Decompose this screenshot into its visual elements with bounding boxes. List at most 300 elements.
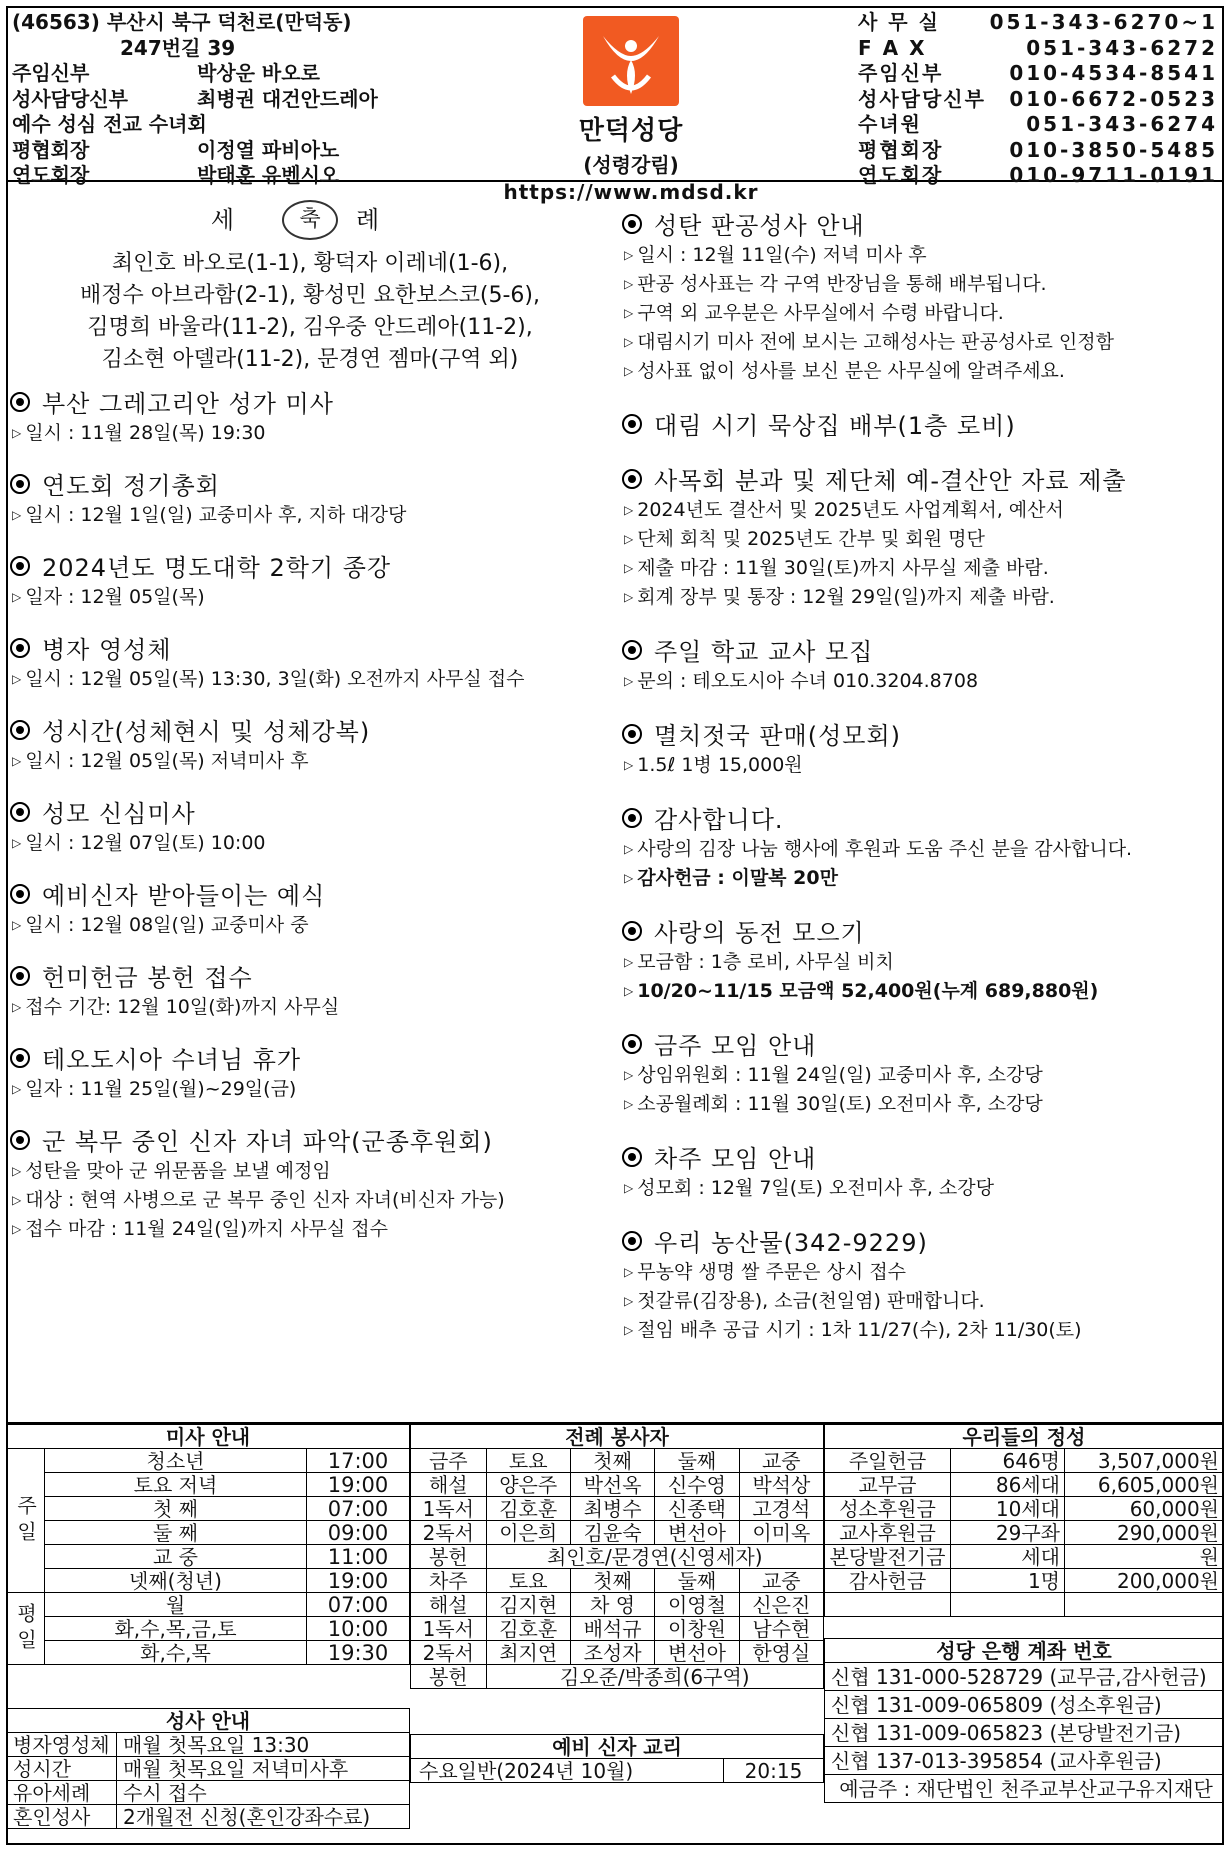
notice-title-text: 예비신자 받아들이는 예식: [42, 882, 326, 910]
table-header-row: [411, 1425, 824, 1449]
staff-list: [12, 61, 482, 189]
staff-role: 평협회장: [12, 137, 90, 162]
sunday-label: 주일: [7, 1449, 45, 1593]
notice-line: [622, 1258, 1222, 1287]
notice-line: [622, 1061, 1222, 1090]
triangle-icon: ▷: [12, 1082, 22, 1096]
mass-time: 19:00: [307, 1569, 410, 1593]
notice-section: [622, 1026, 1222, 1119]
staff-name: 이정열 파비아노: [197, 137, 340, 162]
bullet-icon: [622, 1231, 642, 1251]
notice-line-text: 젓갈류(김장용), 소금(천일염) 판매합니다.: [637, 1290, 985, 1312]
notice-title: [10, 794, 610, 829]
dove-flame-icon: [583, 16, 679, 106]
bullet-icon: [622, 808, 642, 828]
offering-count: 29구좌: [951, 1521, 1065, 1545]
staff-row: [12, 112, 482, 138]
church-subtitle: (성령강림): [583, 153, 679, 177]
offering-amount: 3,507,000원: [1065, 1449, 1224, 1473]
celebration-title-right: 례: [356, 206, 410, 234]
bullet-icon: [10, 1130, 30, 1150]
mass-time: 19:00: [307, 1473, 410, 1497]
notice-line: [622, 525, 1222, 554]
triangle-icon: ▷: [624, 674, 634, 688]
notice-line: [622, 1316, 1222, 1345]
notice-line: [10, 993, 610, 1022]
mass-time: 11:00: [307, 1545, 410, 1569]
service-person: 양은주: [486, 1473, 570, 1497]
contact-row: [858, 87, 1228, 113]
service-person: 변선아: [655, 1641, 739, 1665]
triangle-icon: ▷: [624, 1294, 634, 1308]
notice-section: [10, 384, 610, 448]
notice-title-text: 병자 영성체: [42, 636, 172, 664]
staff-role: 예수 성심 전교 수녀회: [12, 112, 207, 136]
notice-title: [622, 913, 1222, 948]
offering-amount: [1065, 1593, 1224, 1617]
staff-name: 최병권 대건안드레아: [197, 86, 378, 111]
service-title: 전례 봉사자: [411, 1425, 824, 1449]
triangle-icon: ▷: [12, 426, 22, 440]
sacrament-row: [7, 1781, 410, 1805]
notice-title-text: 주일 학교 교사 모집: [654, 638, 874, 666]
catechism-time: 20:15: [724, 1759, 824, 1783]
triangle-icon: ▷: [12, 590, 22, 604]
celebration-title-left: 세: [210, 206, 264, 234]
mass-name: 교 중: [45, 1545, 307, 1569]
notice-line-text: 1.5ℓ 1병 15,000원: [637, 754, 803, 776]
service-person: 김지현: [486, 1593, 570, 1617]
table-header-row: [825, 1425, 1224, 1449]
church-name: 만덕성당: [578, 116, 684, 146]
notice-section: [10, 1040, 610, 1104]
triangle-icon: ▷: [624, 335, 634, 349]
service-person: 배석규: [570, 1617, 654, 1641]
notice-line: [622, 948, 1222, 977]
celebration-line: 배정수 아브라함(2-1), 황성민 요한보스코(5-6),: [80, 283, 540, 308]
notice-line: [10, 1157, 610, 1186]
contact-list: [858, 10, 1228, 189]
triangle-icon: ▷: [12, 918, 22, 932]
catechism-row: [411, 1759, 824, 1783]
notice-line-text: 일시 : 12월 05일(목) 13:30, 3일(화) 오전까지 사무실 접수: [25, 668, 525, 690]
offering-row: [825, 1569, 1224, 1593]
staff-role: 주임신부: [12, 61, 90, 85]
offering-row: [825, 1473, 1224, 1497]
triangle-icon: ▷: [624, 842, 634, 856]
staff-row: [12, 87, 482, 113]
sacrament-schedule: 2개월전 신청(혼인강좌수료): [117, 1805, 410, 1829]
bullet-icon: [622, 1147, 642, 1167]
bullet-icon: [622, 1034, 642, 1054]
notice-line: [622, 583, 1222, 612]
bullet-icon: [622, 640, 642, 660]
notice-title: [10, 1122, 610, 1157]
notice-title-text: 헌미헌금 봉헌 접수: [42, 964, 253, 992]
mass-name: 넷째(청년): [45, 1569, 307, 1593]
service-row: [411, 1473, 824, 1497]
notice-line-text: 일시 : 12월 07일(토) 10:00: [25, 832, 266, 854]
staff-role: 성사담당신부: [12, 86, 128, 111]
notice-title: [622, 206, 1222, 241]
contact-label: 성사담당신부: [858, 86, 986, 111]
offering-name: 본당발전기금: [825, 1545, 951, 1569]
offerings-title: 우리들의 정성: [825, 1425, 1224, 1449]
header-center: [486, 10, 776, 204]
notice-line-text: 일시 : 11월 28일(목) 19:30: [25, 422, 266, 444]
mass-row: [7, 1593, 410, 1617]
mass-time: 07:00: [307, 1497, 410, 1521]
bullet-icon: [10, 556, 30, 576]
catechism-day: 수요일반(2024년 10월): [411, 1759, 724, 1783]
staff-name: 박상운 바오로: [197, 61, 320, 85]
notice-section: [622, 406, 1222, 441]
notice-section: [622, 1223, 1222, 1345]
offering-name: [825, 1593, 951, 1617]
triangle-icon: ▷: [624, 248, 634, 262]
service-row: [411, 1665, 824, 1689]
triangle-icon: ▷: [624, 364, 634, 378]
bullet-icon: [622, 414, 642, 434]
notice-title-text: 성시간(성체현시 및 성체강복): [42, 718, 371, 746]
notice-line-text: 판공 성사표는 각 구역 반장님을 통해 배부됩니다.: [637, 273, 1047, 295]
table-header-row: [825, 1639, 1224, 1663]
triangle-icon: ▷: [624, 1097, 634, 1111]
triangle-icon: ▷: [624, 503, 634, 517]
offering-count: 세대: [951, 1545, 1065, 1569]
notice-line-text: 성탄을 맞아 군 위문품을 보낼 예정임: [25, 1160, 331, 1182]
notice-title-text: 성탄 판공성사 안내: [654, 212, 865, 240]
notice-line: [622, 751, 1222, 780]
mass-name: 월: [45, 1593, 307, 1617]
staff-row: [12, 61, 482, 87]
notice-section: [10, 712, 610, 776]
notice-title: [10, 712, 610, 747]
mass-time: 09:00: [307, 1521, 410, 1545]
notice-line-text: 2024년도 결산서 및 2025년도 사업계획서, 예산서: [637, 499, 1064, 521]
celebration-title-mark: 축: [282, 200, 338, 240]
bullet-icon: [10, 638, 30, 658]
notice-title-text: 부산 그레고리안 성가 미사: [42, 390, 334, 418]
notice-line-text: 접수 마감 : 11월 24일(일)까지 사무실 접수: [25, 1218, 389, 1240]
notice-line: [10, 665, 610, 694]
bank-accounts-table: [824, 1638, 1224, 1803]
triangle-icon: ▷: [624, 277, 634, 291]
offering-count: 10세대: [951, 1497, 1065, 1521]
triangle-icon: ▷: [624, 758, 634, 772]
service-header-cell: 교중: [739, 1569, 823, 1593]
table-header-row: [411, 1735, 824, 1759]
service-header-row: [411, 1569, 824, 1593]
bullet-icon: [622, 921, 642, 941]
bullet-icon: [10, 966, 30, 986]
offering-name: 교무금: [825, 1473, 951, 1497]
contact-number: 010-4534-8541: [1009, 61, 1218, 85]
contact-label: 수녀원: [858, 112, 922, 136]
liturgy-servers-table: [410, 1424, 824, 1689]
notice-title: [622, 632, 1222, 667]
service-person: 박석상: [739, 1473, 823, 1497]
celebration-box: [10, 200, 610, 376]
service-person: 이영철: [655, 1593, 739, 1617]
triangle-icon: ▷: [624, 1068, 634, 1082]
bullet-icon: [10, 1048, 30, 1068]
bank-account: 신협 131-000-528729 (교무금,감사헌금): [825, 1663, 1224, 1691]
contact-row: [858, 36, 1228, 62]
service-person: 한영실: [739, 1641, 823, 1665]
notice-title: [10, 630, 610, 665]
service-header-cell: 첫째: [570, 1569, 654, 1593]
address-line-2: 247번길 39: [120, 35, 236, 60]
offering-amount: 60,000원: [1065, 1497, 1224, 1521]
contact-number: 051-343-6274: [1026, 112, 1218, 136]
sacrament-name: 유아세례: [7, 1781, 117, 1805]
offering-amount: 6,605,000원: [1065, 1473, 1224, 1497]
notice-line: [10, 583, 610, 612]
notice-line: [622, 977, 1222, 1006]
notice-title: [622, 1139, 1222, 1174]
notice-line: [10, 1215, 610, 1244]
bullet-icon: [10, 884, 30, 904]
mass-schedule-table: [6, 1424, 410, 1665]
service-person: 이창원: [655, 1617, 739, 1641]
notice-line-text: 회계 장부 및 통장 : 12월 29일(일)까지 제출 바람.: [637, 586, 1055, 608]
catechism-title: 예비 신자 교리: [411, 1735, 824, 1759]
mass-row: [7, 1449, 410, 1473]
offering-row: [825, 1545, 1224, 1569]
offering-count: 646명: [951, 1449, 1065, 1473]
contact-row: [858, 61, 1228, 87]
notice-title: [622, 406, 1222, 441]
service-header-cell: 차주: [411, 1569, 487, 1593]
notice-line-text: 소공월례회 : 11월 30일(토) 오전미사 후, 소강당: [637, 1093, 1043, 1115]
notice-title: [622, 800, 1222, 835]
offering-name: 교사후원금: [825, 1521, 951, 1545]
notice-title-text: 연도회 정기총회: [42, 472, 220, 500]
left-column: [10, 200, 610, 1262]
notice-line: [622, 357, 1222, 386]
triangle-icon: ▷: [12, 1193, 22, 1207]
notice-section: [622, 1139, 1222, 1203]
mass-name: 둘 째: [45, 1521, 307, 1545]
notice-line: [622, 299, 1222, 328]
sacrament-name: 병자영성체: [7, 1733, 117, 1757]
notice-line: [622, 496, 1222, 525]
notice-title-text: 감사합니다.: [654, 806, 784, 834]
contact-row: [858, 163, 1228, 189]
notice-line-text: 구역 외 교우분은 사무실에서 수령 바랍니다.: [637, 302, 1004, 324]
notice-line-text: 일자 : 11월 25일(월)~29일(금): [25, 1078, 297, 1100]
notice-section: [622, 632, 1222, 696]
bullet-icon: [10, 474, 30, 494]
service-header-cell: 둘째: [655, 1449, 739, 1473]
right-column: [622, 206, 1222, 1365]
celebration-names: [10, 248, 610, 376]
notice-title: [10, 548, 610, 583]
notice-section: [622, 461, 1222, 612]
notice-line: [622, 270, 1222, 299]
notice-line-text: 접수 기간: 12월 10일(화)까지 사무실: [25, 996, 340, 1018]
notice-line: [622, 864, 1222, 893]
mass-row: [7, 1641, 410, 1665]
triangle-icon: ▷: [624, 871, 634, 885]
notice-title: [622, 461, 1222, 496]
service-header-row: [411, 1449, 824, 1473]
bank-row: [825, 1691, 1224, 1719]
notice-line: [10, 829, 610, 858]
header-left: [12, 10, 482, 189]
service-person: 최병수: [570, 1497, 654, 1521]
notice-line-text: 일시 : 12월 1일(일) 교중미사 후, 지하 대강당: [25, 504, 407, 526]
notice-line-text: 무농약 생명 쌀 주문은 상시 접수: [637, 1261, 907, 1283]
notice-line-text: 성모회 : 12월 7일(토) 오전미사 후, 소강당: [637, 1177, 994, 1199]
mass-row: [7, 1473, 410, 1497]
bank-row: [825, 1719, 1224, 1747]
notice-line: [622, 328, 1222, 357]
church-url[interactable]: https://www.mdsd.kr: [503, 180, 759, 204]
notice-line-text: 상임위원회 : 11월 24일(일) 교중미사 후, 소강당: [637, 1064, 1043, 1086]
notice-title-text: 대림 시기 묵상집 배부(1층 로비): [654, 412, 1016, 440]
mass-time: 19:30: [307, 1641, 410, 1665]
notice-line: [622, 835, 1222, 864]
contact-number: 051-343-6272: [1026, 35, 1218, 60]
mass-time: 17:00: [307, 1449, 410, 1473]
contact-row: [858, 10, 1228, 36]
notice-section: [10, 876, 610, 940]
notice-title: [622, 1026, 1222, 1061]
bank-title: 성당 은행 계좌 번호: [825, 1639, 1224, 1663]
service-person: 박선옥: [570, 1473, 654, 1497]
bank-account: 신협 137-013-395854 (교사후원금): [825, 1747, 1224, 1775]
sacrament-schedule: 매월 첫목요일 저녁미사후: [117, 1757, 410, 1781]
notice-line-text: 일시 : 12월 11일(수) 저녁 미사 후: [637, 244, 927, 266]
service-row: [411, 1497, 824, 1521]
offering-count: 86세대: [951, 1473, 1065, 1497]
triangle-icon: ▷: [624, 1181, 634, 1195]
notice-title-text: 사랑의 동전 모으기: [654, 919, 865, 947]
bottom-tables: [6, 1422, 1224, 1845]
bullet-icon: [10, 392, 30, 412]
notice-line-text: 성사표 없이 성사를 보신 분은 사무실에 알려주세요.: [637, 360, 1065, 382]
notice-line: [622, 1287, 1222, 1316]
contact-label: 평협회장: [858, 137, 944, 162]
offering-amount: 290,000원: [1065, 1521, 1224, 1545]
contact-number: 051-343-6270~1: [989, 10, 1218, 34]
triangle-icon: ▷: [12, 1164, 22, 1178]
sacrament-schedule: 수시 접수: [117, 1781, 410, 1805]
service-header-cell: 교중: [739, 1449, 823, 1473]
service-person: 이은희: [486, 1521, 570, 1545]
notice-title: [10, 958, 610, 993]
notice-line: [622, 1090, 1222, 1119]
service-person: 신수영: [655, 1473, 739, 1497]
triangle-icon: ▷: [12, 1000, 22, 1014]
bank-account: 신협 131-009-065823 (본당발전기금): [825, 1719, 1224, 1747]
sacrament-name: 혼인성사: [7, 1805, 117, 1829]
mass-row: [7, 1569, 410, 1593]
service-person: 변선아: [655, 1521, 739, 1545]
bullet-icon: [10, 720, 30, 740]
header: [6, 6, 1224, 204]
sacrament-name: 성시간: [7, 1757, 117, 1781]
notice-line-text: 일자 : 12월 05일(목): [25, 586, 205, 608]
notice-section: [622, 716, 1222, 780]
notice-section: [622, 913, 1222, 1006]
right-sections: [622, 206, 1222, 1345]
mass-name: 화,수,목: [45, 1641, 307, 1665]
notice-section: [622, 800, 1222, 893]
catechism-table: [410, 1734, 824, 1783]
service-offering: 최인호/문경연(신영세자): [486, 1545, 823, 1569]
service-person: 고경석: [739, 1497, 823, 1521]
bullet-icon: [622, 469, 642, 489]
notice-line-text: 10/20~11/15 모금액 52,400원(누계 689,880원): [637, 980, 1099, 1002]
offering-row: [825, 1497, 1224, 1521]
contact-label: F A X: [858, 35, 927, 60]
notice-line: [622, 667, 1222, 696]
triangle-icon: ▷: [624, 1323, 634, 1337]
service-row: [411, 1617, 824, 1641]
sacrament-row: [7, 1757, 410, 1781]
bank-row: [825, 1775, 1224, 1803]
service-header-cell: 금주: [411, 1449, 487, 1473]
notice-line-text: 감사헌금 : 이말복 20만: [637, 867, 838, 889]
notice-title-text: 군 복무 중인 신자 자녀 파악(군종후원회): [42, 1128, 493, 1156]
table-header-row: [7, 1425, 410, 1449]
service-person: 신종택: [655, 1497, 739, 1521]
mass-time: 07:00: [307, 1593, 410, 1617]
triangle-icon: ▷: [624, 561, 634, 575]
service-person: 최지연: [486, 1641, 570, 1665]
notice-line: [10, 419, 610, 448]
sacrament-row: [7, 1805, 410, 1829]
offering-row: [825, 1449, 1224, 1473]
table-header-row: [7, 1709, 410, 1733]
notice-line-text: 일시 : 12월 05일(목) 저녁미사 후: [25, 750, 309, 772]
celebration-line: 김명희 바울라(11-2), 김우중 안드레아(11-2),: [87, 315, 533, 340]
notice-line: [10, 747, 610, 776]
notice-line-text: 문의 : 테오도시아 수녀 010.3204.8708: [637, 670, 979, 692]
notice-title: [10, 1040, 610, 1075]
service-row: [411, 1521, 824, 1545]
sacrament-title: 성사 안내: [7, 1709, 410, 1733]
notice-line-text: 단체 회칙 및 2025년도 간부 및 회원 명단: [637, 528, 985, 550]
notice-line-text: 대상 : 현역 사병으로 군 복무 중인 신자 자녀(비신자 가능): [25, 1189, 505, 1211]
notice-section: [10, 630, 610, 694]
celebration-line: 김소현 아델라(11-2), 문경연 젬마(구역 외): [101, 347, 519, 372]
notice-title-text: 금주 모임 안내: [654, 1032, 817, 1060]
triangle-icon: ▷: [624, 532, 634, 546]
staff-role: 연도회장: [12, 163, 90, 187]
bank-holder: 예금주 : 재단법인 천주교부산교구유지재단: [825, 1775, 1224, 1803]
notice-line-text: 절임 배추 공급 시기 : 1차 11/27(수), 2차 11/30(토): [637, 1319, 1082, 1341]
notice-title-text: 차주 모임 안내: [654, 1145, 817, 1173]
staff-row: [12, 163, 482, 189]
triangle-icon: ▷: [624, 955, 634, 969]
contact-label: 연도회장: [858, 163, 944, 187]
service-role: 1독서: [411, 1617, 487, 1641]
contact-label: 사 무 실: [858, 10, 940, 34]
staff-row: [12, 138, 482, 164]
service-role: 봉헌: [411, 1545, 487, 1569]
service-role: 2독서: [411, 1641, 487, 1665]
notice-line: [622, 1174, 1222, 1203]
notice-title-text: 2024년도 명도대학 2학기 종강: [42, 554, 392, 582]
triangle-icon: ▷: [624, 984, 634, 998]
service-header-cell: 토요: [486, 1569, 570, 1593]
notice-title-text: 우리 농산물(342-9229): [654, 1229, 928, 1257]
service-person: 남수현: [739, 1617, 823, 1641]
